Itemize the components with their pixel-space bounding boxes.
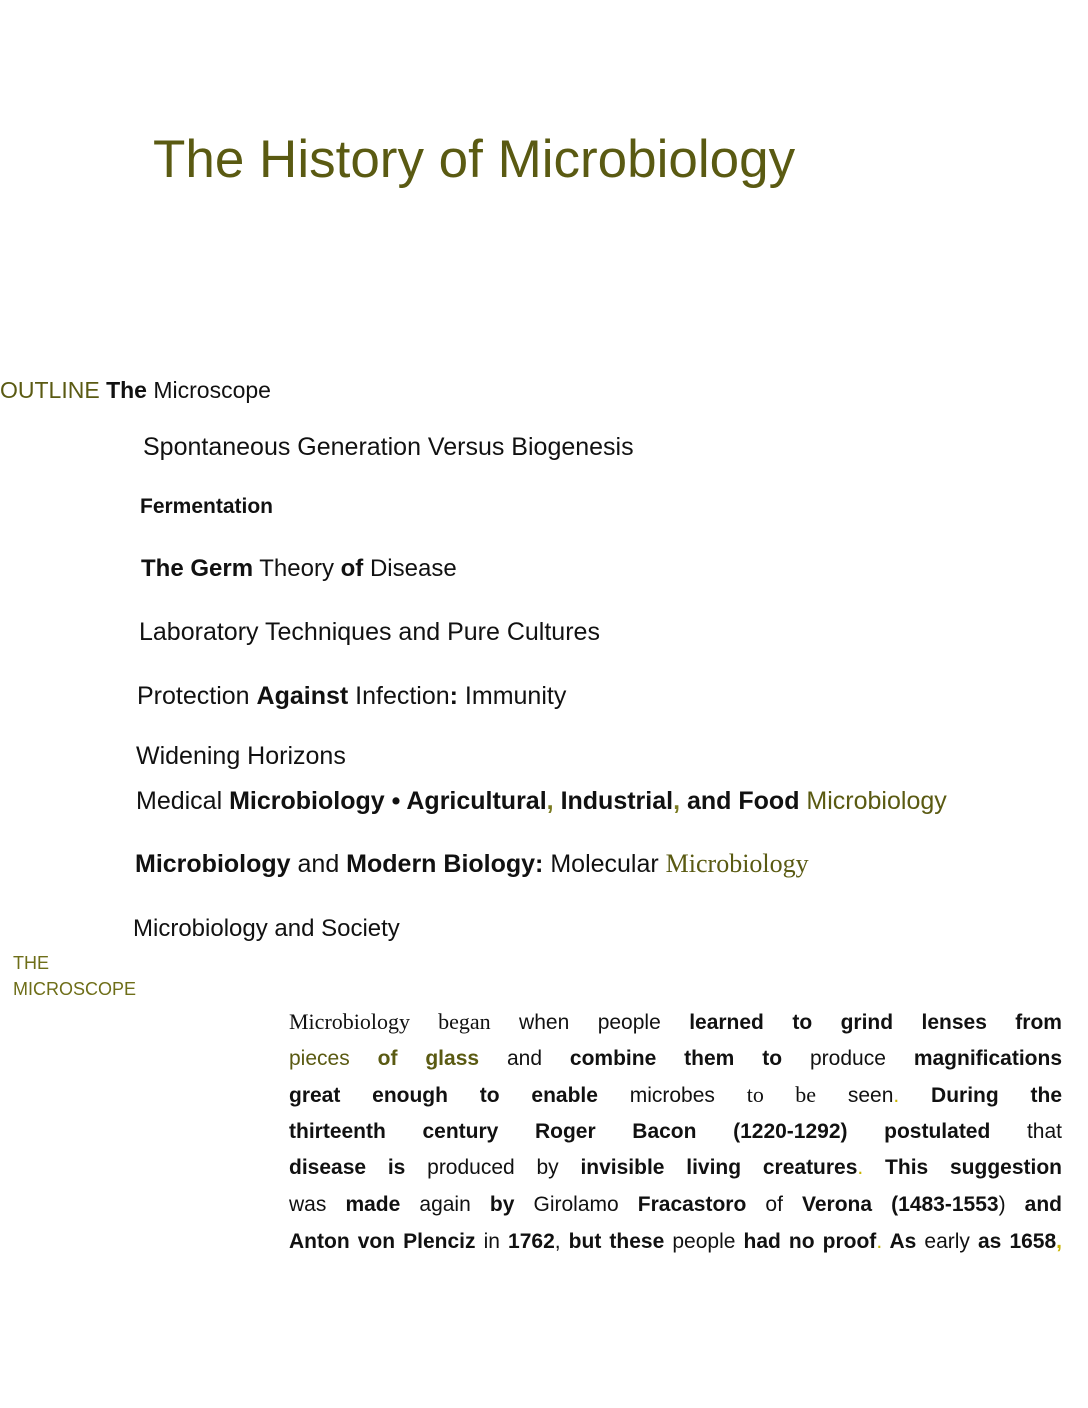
outline-item-protection: Protection Against Infection: Immunity xyxy=(137,682,567,710)
paragraph-line: great enough to enable microbes to be seen. During the xyxy=(289,1082,1063,1108)
outline-label: OUTLINE xyxy=(0,377,100,403)
page-title: The History of Microbiology xyxy=(153,130,796,189)
outline-item-modern-biology: Microbiology and Modern Biology: Molecular Microbiology xyxy=(135,849,809,878)
paragraph-line: disease is produced by invisible living creatures. This suggestion xyxy=(289,1156,1062,1180)
outline-item-spontaneous-generation: Spontaneous Generation Versus Biogenesis xyxy=(143,433,634,461)
paragraph-line: pieces of glass and combine them to produce magnifications xyxy=(289,1046,1063,1070)
outline-item-society: Microbiology and Society xyxy=(133,915,400,942)
paragraph-line: Microbiology began when people learned to grind lenses from xyxy=(289,1009,1062,1034)
outline-item-fermentation: Fermentation xyxy=(140,495,274,518)
paragraph-line: was made again by Girolamo Fracastoro of Verona (1483-1553) and xyxy=(289,1192,1062,1216)
outline-item-microscope: OUTLINE The Microscope xyxy=(0,377,271,403)
outline-item-germ-theory: The Germ Theory of Disease xyxy=(141,555,457,582)
outline-item-medical-microbiology: Medical Microbiology • Agricultural, Industrial, and Food Microbiology xyxy=(136,787,947,815)
outline-item-widening-horizons: Widening Horizons xyxy=(136,742,346,770)
outline-item-laboratory-techniques: Laboratory Techniques and Pure Cultures xyxy=(139,618,600,646)
paragraph-line: thirteenth century Roger Bacon (1220-1292) postulated that xyxy=(289,1119,1062,1143)
body-paragraph xyxy=(289,1004,1062,1260)
paragraph-line: Anton von Plenciz in 1762, but these people had no proof. As early as 1658, xyxy=(289,1229,1063,1253)
section-heading: THE MICROSCOPE xyxy=(13,953,137,999)
